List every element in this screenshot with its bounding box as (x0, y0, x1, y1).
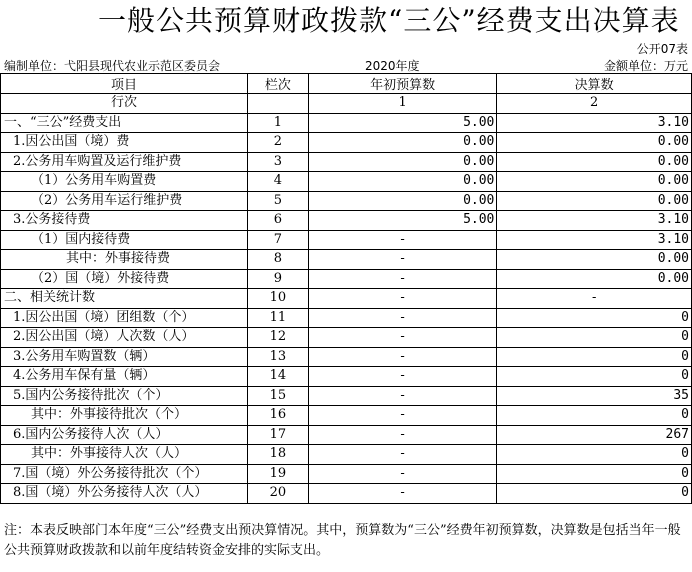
table-row (1, 328, 692, 348)
row-label: 4.公务用车保有量（辆） (1, 367, 248, 387)
row-number: 11 (247, 308, 308, 328)
row-budget: - (308, 406, 497, 426)
unit-label: 编制单位：弋阳县现代农业示范区委员会 (4, 59, 221, 73)
table-row (1, 386, 692, 406)
row-final: 3.10 (497, 211, 692, 231)
table-row (1, 191, 692, 211)
row-label: 8.国（境）外公务接待人次（人） (1, 484, 248, 504)
row-label: （2）国（境）外接待费 (1, 269, 248, 289)
row-label: 其中：外事接待人次（人） (1, 445, 248, 465)
row-label: 一、“三公”经费支出 (1, 113, 248, 133)
row-final: 0.00 (497, 172, 692, 192)
row-label: 5.国内公务接待批次（个） (1, 386, 248, 406)
row-budget: - (308, 367, 497, 387)
row-label: 2.因公出国（境）人次数（人） (1, 328, 248, 348)
row-number: 17 (247, 425, 308, 445)
row-number: 15 (247, 386, 308, 406)
row-number: 3 (247, 152, 308, 172)
header-budget: 年初预算数 (308, 74, 497, 94)
row-budget: 0.00 (308, 172, 497, 192)
table-row (1, 250, 692, 270)
table-row (1, 484, 692, 504)
table-row (1, 133, 692, 153)
table-row (1, 289, 692, 309)
row-label: （1）公务用车购置费 (1, 172, 248, 192)
row-final: 0.00 (497, 191, 692, 211)
table-row (1, 113, 692, 133)
row-number: 5 (247, 191, 308, 211)
row-final: 0 (497, 367, 692, 387)
row-label: 二、相关统计数 (1, 289, 248, 309)
row-final: 0.00 (497, 269, 692, 289)
table-row (1, 172, 692, 192)
page-title: 一般公共预算财政拨款“三公”经费支出决算表 (98, 4, 680, 37)
row-label: 其中：外事接待费 (1, 250, 248, 270)
row-number: 19 (247, 464, 308, 484)
row-label: 6.国内公务接待人次（人） (1, 425, 248, 445)
footnote: 注：本表反映部门本年度“三公”经费支出预决算情况。其中，预算数为“三公”经费年初预算数，决算数是包括当年一般公共预算财政拨款和以前年度结转资金安排的实际支出。 (4, 523, 681, 558)
row-number: 12 (247, 328, 308, 348)
row-final: 35 (497, 386, 692, 406)
row-number: 4 (247, 172, 308, 192)
row-final: 267 (497, 425, 692, 445)
row-budget: - (308, 484, 497, 504)
row-budget: - (308, 328, 497, 348)
year-label: 2020年度 (365, 59, 420, 73)
row-final: 0 (497, 328, 692, 348)
row-budget: - (308, 308, 497, 328)
table-row (1, 406, 692, 426)
row-label: （2）公务用车运行维护费 (1, 191, 248, 211)
row-budget: - (308, 425, 497, 445)
table-row (1, 367, 692, 387)
row-number: 9 (247, 269, 308, 289)
row-number: 7 (247, 230, 308, 250)
row-final: - (497, 289, 692, 309)
row-final: 0.00 (497, 152, 692, 172)
row-budget: 0.00 (308, 191, 497, 211)
row-label: 1.因公出国（境）费 (1, 133, 248, 153)
table-row (1, 308, 692, 328)
row-budget: - (308, 347, 497, 367)
table-row (1, 464, 692, 484)
index-label: 行次 (1, 94, 248, 114)
row-final: 0 (497, 484, 692, 504)
row-number: 14 (247, 367, 308, 387)
row-budget: - (308, 289, 497, 309)
row-budget: - (308, 250, 497, 270)
row-budget: 5.00 (308, 113, 497, 133)
index-row (1, 94, 692, 114)
header-col: 栏次 (247, 74, 308, 94)
expense-table (0, 73, 692, 504)
row-label: 7.国（境）外公务接待批次（个） (1, 464, 248, 484)
index-final: 2 (497, 94, 692, 114)
row-final: 0 (497, 406, 692, 426)
row-budget: 0.00 (308, 152, 497, 172)
row-final: 0 (497, 464, 692, 484)
row-budget: - (308, 386, 497, 406)
row-final: 0 (497, 347, 692, 367)
row-final: 0.00 (497, 133, 692, 153)
row-number: 10 (247, 289, 308, 309)
row-number: 6 (247, 211, 308, 231)
row-number: 13 (247, 347, 308, 367)
row-number: 2 (247, 133, 308, 153)
header-final: 决算数 (497, 74, 692, 94)
row-final: 3.10 (497, 113, 692, 133)
currency-unit: 金额单位：万元 (603, 59, 688, 73)
row-number: 20 (247, 484, 308, 504)
row-label: 2.公务用车购置及运行维护费 (1, 152, 248, 172)
row-number: 1 (247, 113, 308, 133)
row-budget: 0.00 (308, 133, 497, 153)
header-row (1, 74, 692, 94)
table-row (1, 269, 692, 289)
header-item: 项目 (1, 74, 248, 94)
row-budget: - (308, 269, 497, 289)
row-number: 8 (247, 250, 308, 270)
row-budget: - (308, 464, 497, 484)
row-budget: 5.00 (308, 211, 497, 231)
row-final: 0 (497, 308, 692, 328)
row-number: 18 (247, 445, 308, 465)
row-final: 0 (497, 445, 692, 465)
table-row (1, 347, 692, 367)
row-final: 3.10 (497, 230, 692, 250)
row-label: 3.公务用车购置数（辆） (1, 347, 248, 367)
index-col-empty (247, 94, 308, 114)
table-row (1, 211, 692, 231)
row-budget: - (308, 445, 497, 465)
table-row (1, 230, 692, 250)
table-body (1, 113, 692, 503)
form-code: 公开07表 (636, 42, 688, 56)
row-label: （1）国内接待费 (1, 230, 248, 250)
table-row (1, 152, 692, 172)
row-number: 16 (247, 406, 308, 426)
row-label: 3.公务接待费 (1, 211, 248, 231)
table-row (1, 425, 692, 445)
row-budget: - (308, 230, 497, 250)
row-label: 其中：外事接待批次（个） (1, 406, 248, 426)
index-budget: 1 (308, 94, 497, 114)
row-label: 1.因公出国（境）团组数（个） (1, 308, 248, 328)
row-final: 0.00 (497, 250, 692, 270)
table-row (1, 445, 692, 465)
